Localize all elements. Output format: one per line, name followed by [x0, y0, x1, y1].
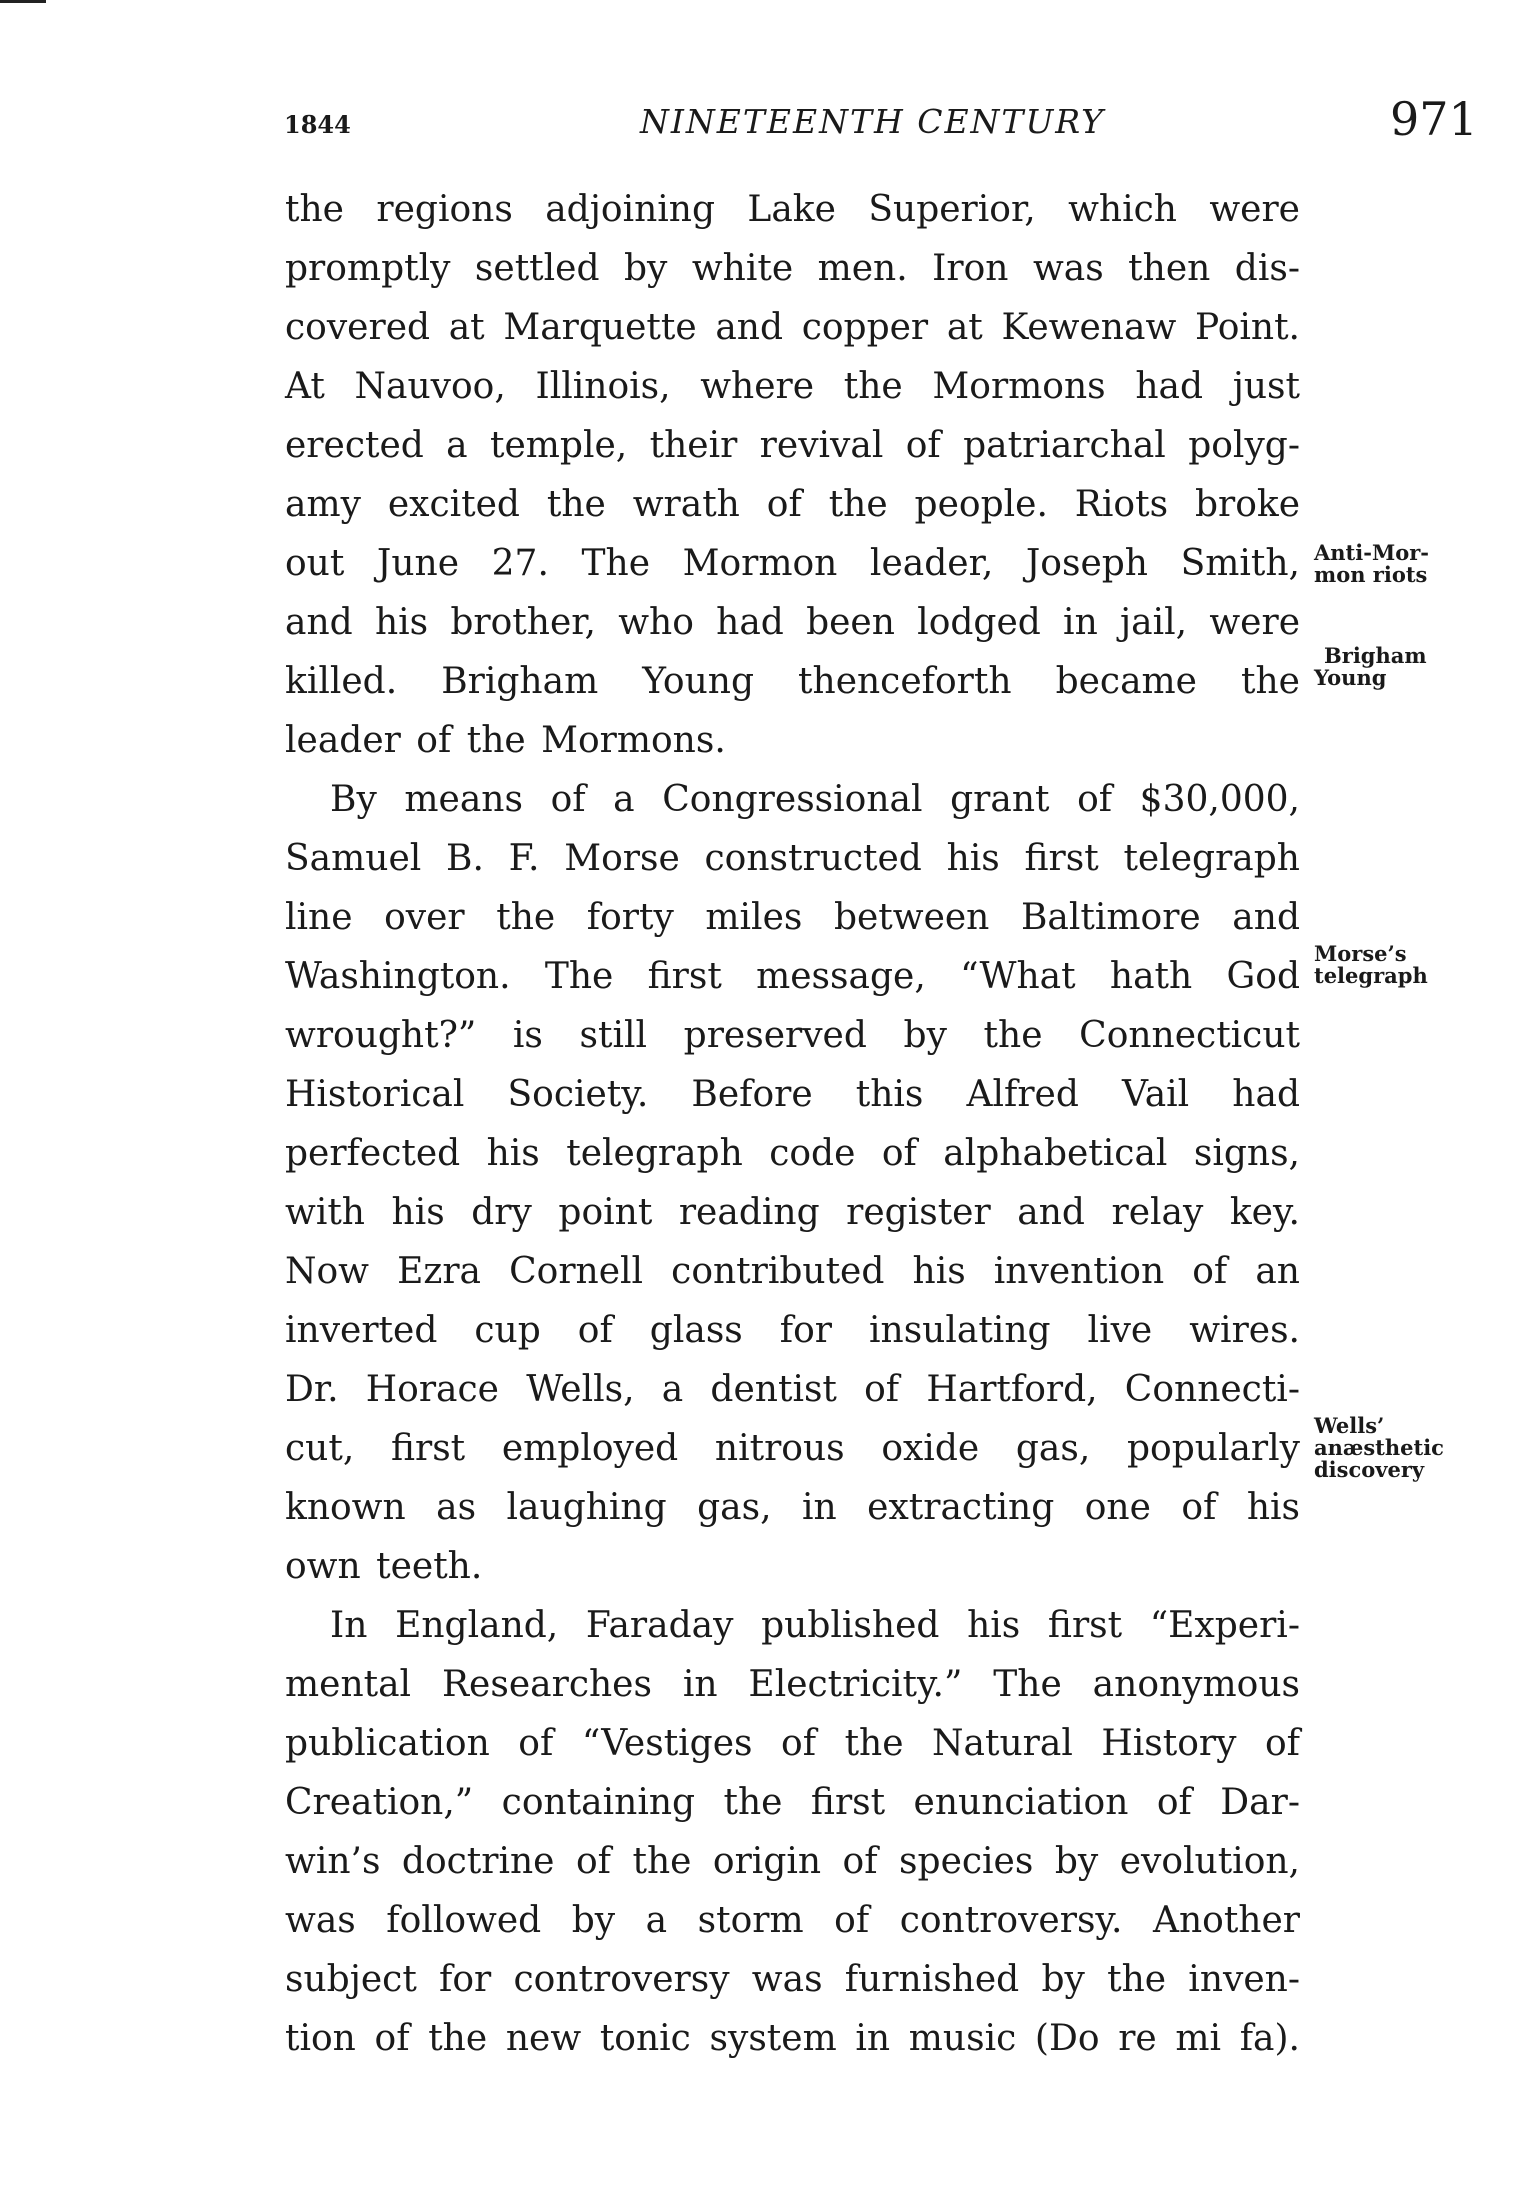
- sidenote-brigham-young: [1314, 645, 1427, 689]
- running-head: [0, 92, 1523, 152]
- sidenote-line: Brigham: [1324, 643, 1427, 668]
- text-line: with his dry point reading register and relay key.: [285, 1192, 1300, 1233]
- text-line: leader of the Mormons.: [285, 720, 726, 761]
- page-number: 971: [1390, 92, 1478, 146]
- sidenote-line: discovery: [1314, 1457, 1425, 1482]
- sidenote-line: Anti-Mor-: [1314, 540, 1429, 565]
- text-line: win’s doctrine of the origin of species by evolution,: [285, 1841, 1300, 1882]
- text-line: At Nauvoo, Illinois, where the Mormons had just: [285, 366, 1300, 407]
- sidenote-wells-anaesthetic: [1314, 1415, 1444, 1481]
- text-line: cut, first employed nitrous oxide gas, popularly: [285, 1428, 1300, 1469]
- text-line: inverted cup of glass for insulating live wires.: [285, 1310, 1300, 1351]
- text-line: own teeth.: [285, 1546, 483, 1587]
- text-line: was followed by a storm of controversy. Another: [285, 1900, 1300, 1941]
- sidenote-line: anæsthetic: [1314, 1435, 1444, 1460]
- sidenote-line: telegraph: [1314, 963, 1428, 988]
- text-line: In England, Faraday published his first “Experi-: [330, 1605, 1300, 1646]
- text-line: covered at Marquette and copper at Kewenaw Point.: [285, 307, 1300, 348]
- text-line: the regions adjoining Lake Superior, which were: [285, 189, 1300, 230]
- text-line: Samuel B. F. Morse constructed his first telegraph: [285, 838, 1300, 879]
- running-head-year: 1844: [284, 110, 351, 139]
- text-line: promptly settled by white men. Iron was then dis-: [285, 248, 1300, 289]
- text-line: erected a temple, their revival of patriarchal polyg-: [285, 425, 1300, 466]
- sidenote-anti-mormon-riots: [1314, 542, 1429, 586]
- text-line: Dr. Horace Wells, a dentist of Hartford, Connecti-: [285, 1369, 1300, 1410]
- text-line: Historical Society. Before this Alfred Vail had: [285, 1074, 1300, 1115]
- text-line: subject for controversy was furnished by the inven-: [285, 1959, 1300, 2000]
- text-line: Creation,” containing the first enunciation of Dar-: [285, 1782, 1300, 1823]
- text-line: By means of a Congressional grant of $30,000,: [330, 779, 1300, 820]
- text-line: Washington. The first message, “What hath God: [285, 956, 1300, 997]
- page-corner-mark: [0, 0, 46, 3]
- text-line: tion of the new tonic system in music (Do re mi fa).: [285, 2018, 1300, 2059]
- text-line: wrought?” is still preserved by the Connecticut: [285, 1015, 1300, 1056]
- text-line: line over the forty miles between Baltimore and: [285, 897, 1300, 938]
- text-line: Now Ezra Cornell contributed his invention of an: [285, 1251, 1300, 1292]
- sidenote-line: mon riots: [1314, 562, 1428, 587]
- text-line: amy excited the wrath of the people. Riots broke: [285, 484, 1300, 525]
- text-line: publication of “Vestiges of the Natural History of: [285, 1723, 1300, 1764]
- text-line: killed. Brigham Young thenceforth became the: [285, 661, 1300, 702]
- text-line: perfected his telegraph code of alphabetical signs,: [285, 1133, 1300, 1174]
- running-head-title: NINETEENTH CENTURY: [640, 102, 1105, 141]
- sidenote-line: Morse’s: [1314, 941, 1407, 966]
- text-line: and his brother, who had been lodged in jail, were: [285, 602, 1300, 643]
- sidenote-line: Wells’: [1314, 1413, 1385, 1438]
- text-line: out June 27. The Mormon leader, Joseph Smith,: [285, 543, 1300, 584]
- sidenote-morses-telegraph: [1314, 943, 1428, 987]
- text-line: mental Researches in Electricity.” The anonymous: [285, 1664, 1300, 1705]
- text-line: known as laughing gas, in extracting one of his: [285, 1487, 1300, 1528]
- sidenote-line: Young: [1314, 665, 1387, 690]
